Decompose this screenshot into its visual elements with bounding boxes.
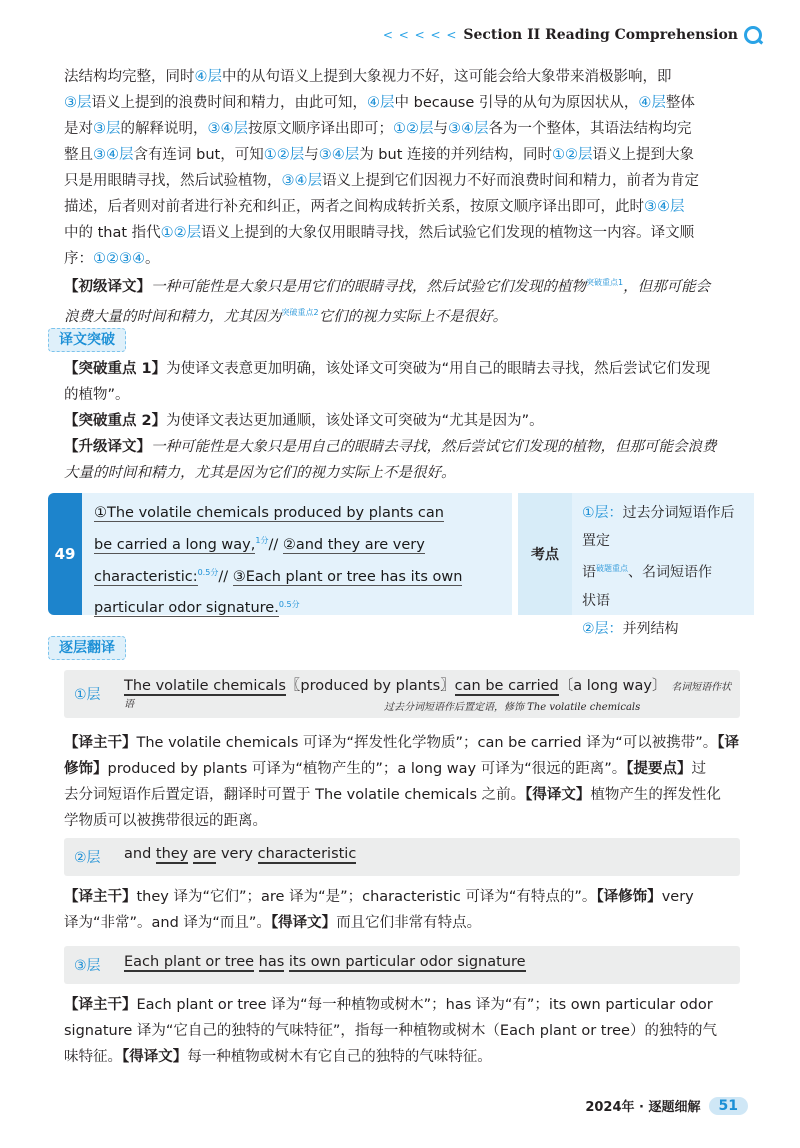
page-number: 51 xyxy=(709,1097,748,1115)
layer-2-explanation: 【译主干】they 译为“它们”；are 译为“是”；characteristic 可译为“有特点的”。【译修饰】very 译为“非常”。and 译为“而且”。【得译文】而且它们非常有特点。 xyxy=(64,889,694,931)
q-logo-icon xyxy=(744,26,762,44)
question-49-box xyxy=(48,493,754,637)
layer-3-bar xyxy=(64,946,740,984)
kaodian-notes: ①层：过去分词短语作后置定 语$^{破题重点}$、名词短语作 状语 ②层：并列结构 xyxy=(572,493,754,615)
layer-3-explanation: 【译主干】Each plant or tree 译为“每一种植物或树木”；has 译为“有”；its own particular odor signature 译为“它自己的独特的气味特征”，指每一种植物或树木（Each plant or tree）的独特的气 味特征。【得译文】每一种植物或树木有它自己的独特的气味特征。 xyxy=(64,997,717,1065)
layer-1-bar xyxy=(64,670,740,718)
layer-1-sentence: The volatile chemicals〖produced by plants〗can be carried〔a long way〕 名词短语作状语 xyxy=(124,678,732,710)
layer-1-tag: ①层 xyxy=(74,687,101,703)
breakthrough-points: 【突破重点 1】为使译文表意更加明确，该处译文可突破为“用自己的眼睛去寻找，然后尝试它们发现 的植物”。 【突破重点 2】为使译文表达更加通顺，该处译文可突破为“尤其是因为”。 【升级译文】一种可能性是大象只是用自己的眼睛去寻找，然后尝试它们发现的植物，但那可能会浪费 大量的时间和精力，尤其是因为它们的视力实际上不是很好。 xyxy=(64,361,717,481)
layer-2-sentence: and they are very characteristic xyxy=(124,846,357,862)
section-label-layered: 逐层翻译 xyxy=(48,636,126,660)
section-label-breakthrough: 译文突破 xyxy=(48,328,126,352)
section-title: Section II Reading Comprehension xyxy=(463,27,738,43)
book-title: 2024年 · 逐题细解 xyxy=(585,1100,701,1115)
analysis-paragraph: 法结构均完整，同时④层中的从句语义上提到大象视力不好，这可能会给大象带来消极影响，即 ③层语义上提到的浪费时间和精力，由此可知，④层中 because 引导的从句为原因状从，④层整体 是对③层的解释说明，③④层按原文顺序译出即可；①②层与③④层各为一个整体，其语法结构均完 整且③④层含有连词 but，可知①②层与③④层为 but 连接的并列结构，同时①②层语义上提到大象 只是用眼睛寻找，然后试验植物，③④层语义上提到它们因视力不好而浪费时间和精力，前者为肯定 描述，后者则对前者进行补充和纠正，两者之间构成转折关系，按原文顺序译出即可，此时③④层 中的 that 指代①②层语义上提到的大象仅用眼睛寻找，然后试验它们发现的植物这一内容。译文顺 序：①②③④。 xyxy=(64,69,699,267)
arrow-icons: < < < < < xyxy=(382,28,458,42)
question-sentence: ①The volatile chemicals produced by plants can be carried a long way,$^{1分}$// ②and they are very characteristic:$^{0.5分}$// ③Each plant or tree has its own particular odor signature.$^{0.5分}$ xyxy=(82,493,512,615)
question-number: 49 xyxy=(48,493,82,615)
layer-3-sentence: Each plant or tree has its own particular odor signature xyxy=(124,954,526,970)
kaodian-label: 考点 xyxy=(518,493,572,615)
layer-1-attr-note: 过去分词短语作后置定语，修饰 The volatile chemicals xyxy=(384,702,641,713)
page-footer xyxy=(585,1096,748,1115)
layer-2-bar xyxy=(64,838,740,876)
running-header xyxy=(383,26,762,44)
layer-2-tag: ②层 xyxy=(74,850,101,866)
layer-1-explanation: 【译主干】The volatile chemicals 可译为“挥发性化学物质”；can be carried 译为“可以被携带”。【译 修饰】produced by plants 可译为“植物产生的”；a long way 可译为“很远的距离”。【提要点】过 去分词短语作后置定语，翻译时可置于 The volatile chemicals 之前。【得译文】植物产生的挥发性化 学物质可以被携带很远的距离。 xyxy=(64,735,739,829)
initial-translation: 【初级译文】一种可能性是大象只是用它们的眼睛寻找，然后试验它们发现的植物$^{突破重点1}$，但那可能会 浪费大量的时间和精力，尤其因为$^{突破重点2}$它们的视力实际上不是很好。 xyxy=(64,278,711,325)
layer-3-tag: ③层 xyxy=(74,958,101,974)
